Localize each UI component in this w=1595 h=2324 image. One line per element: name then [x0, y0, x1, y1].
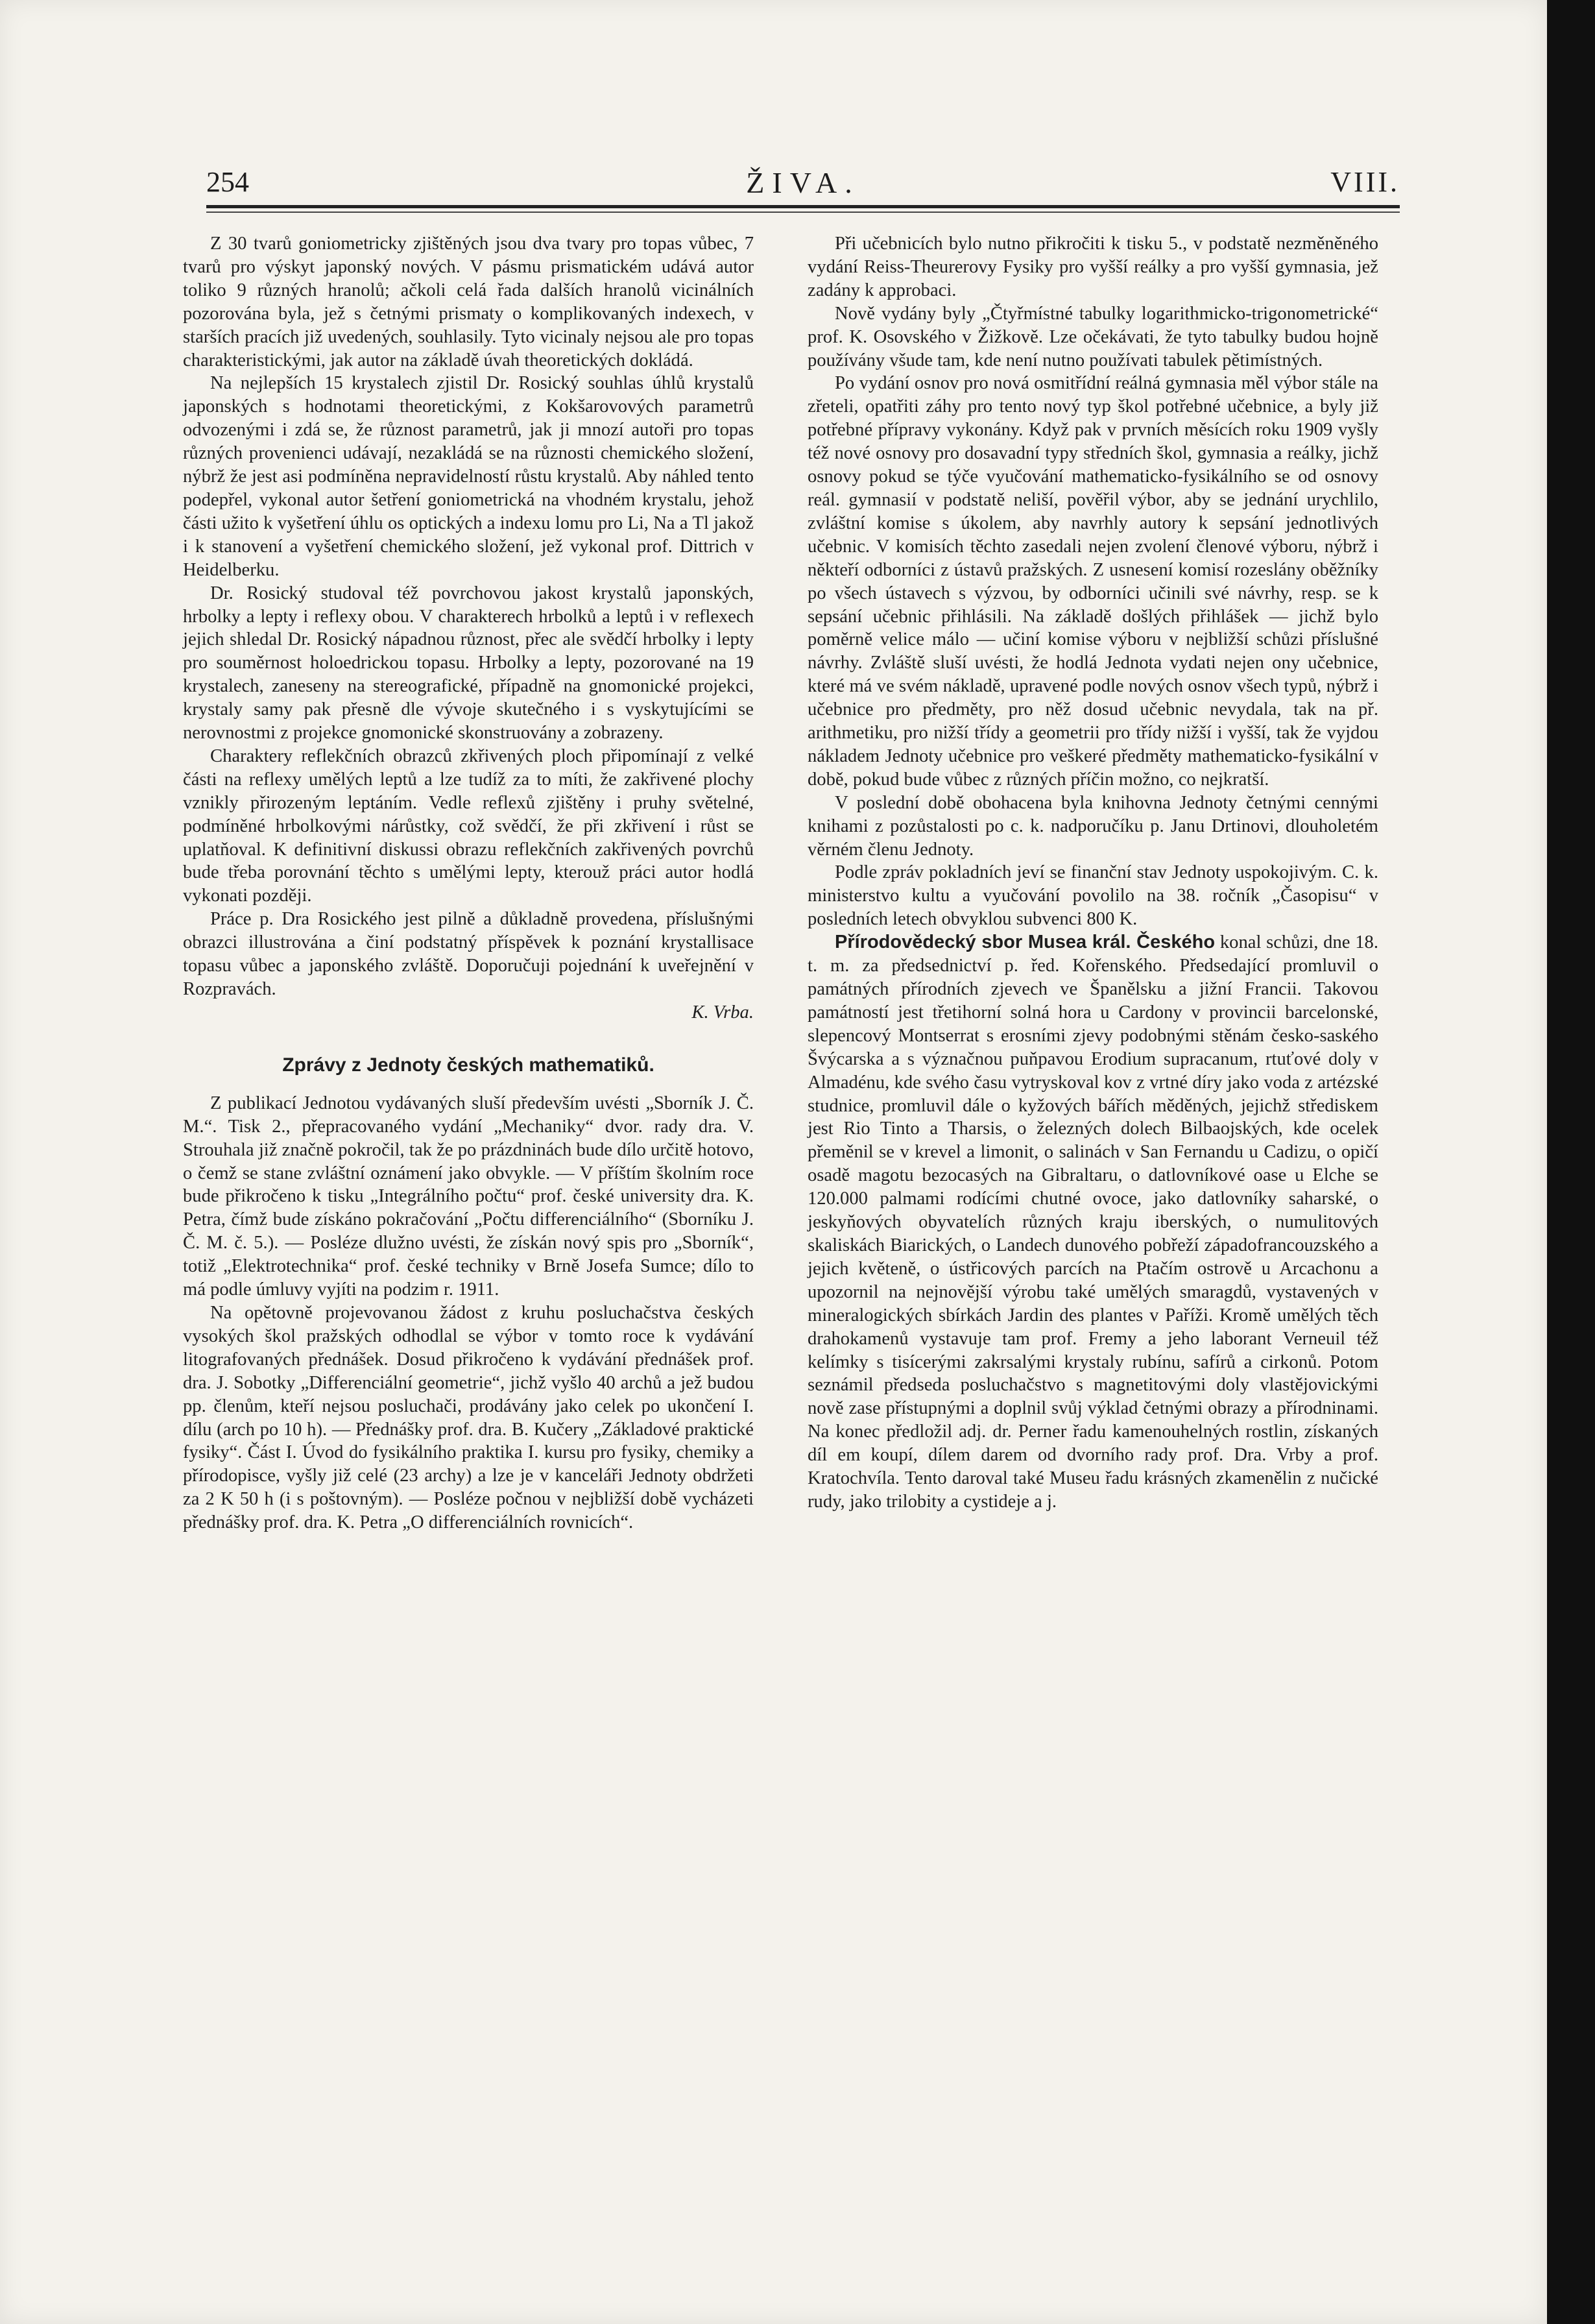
volume-number: VIII.	[1330, 166, 1400, 198]
header-rule-thin	[206, 212, 1400, 213]
scan-edge	[1547, 0, 1595, 2324]
paragraph: Nově vydány byly „Čtyřmístné tabulky logarithmicko-trigonometrické“ prof. K. Osovského v Žižkově. Lze očekávati, že tyto tabulky budou hojně používány všude tam, kde není nutno používati tabulek pětimístných.	[808, 303, 1378, 370]
paragraph: Z publikací Jednotou vydávaných sluší především uvésti „Sborník J. Č. M.“. Tisk 2., přepracovaného vydání „Mechaniky“ dvor. rady dra. V. Strouhala již značně pokročil, tak že po prázdninách bude dílo určitě hotovo, o čemž se stane zvláštní oznámení jako obvykle. — V příštím školním roce bude přikročeno k tisku „Integrálního počtu“ prof. české university dra. K. Petra, čímž bude získáno pokračování „Počtu differenciálního“ (Sborníku J. Č. M. č. 5.). — Posléze dlužno uvésti, že získán nový spis pro „Sborník“, totiž „Elektrotechnika“ prof. české techniky v Brně Josefa Sumce; dílo to má podle úmluvy vyjíti na podzim r. 1911.	[183, 1093, 754, 1300]
section-heading: Zprávy z Jednoty českých mathematiků.	[282, 1054, 654, 1076]
right-column	[808, 232, 1378, 1514]
paragraph	[808, 931, 1378, 1514]
paragraph: Podle zpráv pokladních jeví se finanční stav Jednoty uspokojivým. C. k. ministerstvo kultu a vyučování povolilo na 38. ročník „Časopisu“ v posledních letech obvyklou subvenci 800 K.	[808, 862, 1378, 930]
paragraph-text: konal schůzi, dne 18. t. m. za předsednictví p. řed. Kořenského. Předsedající promluvil o památných přírodních zjevech ve Španělsku a jižní Francii. Takovou památností jest třetihorní solná hora u Cardony v provincii barcelonské, slepencový Montserrat s erosními zjevy podobnými stěnám česko-saského Švýcarska a s význačnou puňpavou Erodium supracanum, rtuťové doly v Almadénu, kde svého času vytryskoval kov z vrtné díry jako voda z artézské studnice, promluvil dále o kyžových bářích měděných, jejichž střediskem jest Rio Tinto a Tharsis, o železných dolech Bilbaojských, kde ocelek přeměnil se v krevel a limonit, o salinách v San Fernandu u Cadizu, o opičí osadě magotu bezocasých na Gibraltaru, o datlovníkové oase u Elche se 120.000 palmami rodícími chutné ovoce, jako datlovníky saharské, o jeskyňových obyvatelích různých kraju iberských, o numulitových skaliskách Biarických, o Landech dunového pobřeží západofrancouzského a jejich květeně, o ústřicových parcích na Ptačím ostrově u Arcachonu a upozornil na nejnovější výrobu také umělých smaragdů, vystavených v mineralogických sbírkách Jardin des plantes v Paříži. Kromě umělých těch drahokamenů vystavuje tam prof. Fremy a jeho laborant Verneuil též kelímky s tisícerými zakrsalými krystaly rubínu, safírů a cirkonů. Potom seznámil předseda posluchačstvo s magnetitovými doly vlastějovickými nově zase přístupnými a doplnil svůj výklad četnými obrazy a přírodninami. Na konec předložil adj. dr. Perner řadu kamenouhelných rostlin, získaných díl em koupí, dílem darem od dvorního rady prof. Dra. Vrby a prof. Kratochvíla. Tento daroval také Museu řadu krásných zkamenělin z nučické rudy, jako trilobity a cystideje a j.	[808, 932, 1378, 1512]
paragraph: Charaktery reflekčních obrazců zkřivených ploch připomínají z velké části na reflexy umělých leptů a lze tudíž za to míti, že zakřivené plochy vznikly přirozeným leptáním. Vedle reflexů zjištěny i pruhy světelné, podmíněné hrbolkovými nárůstky, což svědčí, že při zkřivení i růst se uplatňoval. K definitivní diskussi obrazu reflekčních zakřivených povrchů bude třeba porovnání těchto s umělými lepty, kterouž práci autor hodlá vykonati později.	[183, 745, 754, 906]
paragraph: Při učebnicích bylo nutno přikročiti k tisku 5., v podstatě nezměněného vydání Reiss-Theurerovy Fysiky pro vyšší reálky a pro vyšší gymnasia, jež zadány k approbaci.	[808, 234, 1378, 300]
page-number: 254	[206, 166, 249, 198]
header-rule	[206, 205, 1400, 208]
paragraph: Na opětovně projevovanou žádost z kruhu posluchačstva českých vysokých škol pražských odhodlal se výbor v tomto roce k vydávání litografovaných přednášek. Dosud přikročeno k vydávání přednášek prof. dra. J. Sobotky „Differenciální geometrie“, jichž vyšlo 40 archů a jež budou pp. členům, kteří nejsou posluchači, prodávány jako celek po ukončení I. dílu (arch po 10 h). — Přednášky prof. dra. B. Kučery „Základové praktické fysiky“. Část I. Úvod do fysikálního praktika I. kursu pro fysiky, chemiky a přírodopisce, vyšly již celé (23 archy) a lze je v kanceláři Jednoty obdržeti za 2 K 50 h (i s poštovným). — Posléze počnou v nejbližší době vycházeti přednášky prof. dra. K. Petra „O differenciálních rovnicích“.	[183, 1302, 754, 1533]
running-header	[206, 165, 1400, 204]
paragraph: Práce p. Dra Rosického jest pilně a důkladně provedena, příslušnými obrazci illustrována a činí podstatný příspěvek k poznání krystallisace topasu vůbec a japonského zvláště. Doporučuji pojednání k uveřejnění v Rozpravách.	[183, 909, 754, 999]
paragraph: V poslední době obohacena byla knihovna Jednoty četnými cennými knihami z pozůstalosti po c. k. nadporučíku p. Janu Drtinovi, dlouholetém věrném členu Jednoty.	[808, 792, 1378, 860]
paragraph: Po vydání osnov pro nová osmitřídní reálná gymnasia měl výbor stále na zřeteli, opatřiti záhy pro tento nový typ škol potřebné učebnice, a byly již potřebné přípravy vykonány. Když pak v prvních měsících roku 1909 vyšly též nové osnovy pro dosavadní typy středních škol, gymnasia a reálky, jichž osnovy pokud se týče vyučování mathematicko-fysikálního se od osnovy reál. gymnasií v podstatě neliší, pověřil výbor, aby se jednání urychlilo, zvláštní komise s úkolem, aby navrhly autory k sepsání jednotlivých učebnic. V komisích těchto zasedali nejen zvolení členové výboru, nýbrž i někteří odborníci z ústavů pražských. Z usnesení komisí rozeslány oběžníky po všech ústavech s výzvou, by odborníci učinili své návrhy, resp. se k sepsání učebnic přihlásili. Na základě došlých přihlášek — jichž bylo poměrně velice málo — učiní komise výboru v nejbližší schůzi příslušné návrhy. Zvláště sluší uvésti, že hodlá Jednota vydati nejen ony učebnice, které má ve svém nákladě, upravené podle nových osnov všech typů, nýbrž i učebnice pro předměty, pro něž dosud učebnic nevydala, tak na př. arithmetiku, pro nižší třídy a geometrii pro třídy nižší i vyšší, tak že vyjdou nákladem Jednoty učebnice pro veškeré předměty mathematicko-fysikální v době, pokud bude vůbec z různých příčin možno, co nejkratší.	[808, 373, 1378, 790]
signature: K. Vrba.	[691, 1002, 754, 1023]
paragraph: Na nejlepších 15 krystalech zjistil Dr. Rosický souhlas úhlů krystalů japonských s hodnotami theoretickými, z Kokšarovových parametrů odvozenými i zdá se, že různost parametrů, jak ji mnozí autoři pro topas různých provenienci udávají, nezakládá se na různosti chemického složení, nýbrž že jest asi podmíněna nepravidelností růstu krystalů. Aby náhled tento podepřel, vykonal autor šetření goniometrická na vhodném krystalu, jehož části užito k vyšetření úhlu os optických a indexu lomu pro Li, Na a Tl jakož i k stanovení a vyšetření chemického složení, jež vykonal prof. Dittrich v Heidelberku.	[183, 373, 754, 580]
journal-title: ŽIVA.	[746, 166, 860, 199]
paragraph: Z 30 tvarů goniometricky zjištěných jsou dva tvary pro topas vůbec, 7 tvarů pro výskyt japonský nových. V pásmu prismatickém udává autor toliko 9 různých hranolů; ačkoli celá řada dalších hranolů vicinálních pozorována byla, jež s četnými prismaty o komplikovaných indexech, v starších pracích již uvedených, souhlasily. Tyto vicinaly nejsou ale pro topas charakteristickými, jak autor na základě úvah theoretických dokládá.	[183, 234, 754, 370]
paragraph: Dr. Rosický studoval též povrchovou jakost krystalů japonských, hrbolky a lepty i reflexy obou. V charakterech hrbolků a leptů i v reflexech jejich shledal Dr. Rosický nápadnou různost, přec ale svědčí hrbolky i lepty pro souměrnost holoedrickou topasu. Hrbolky a lepty, pozorované na 19 krystalech, zaneseny na stereografické, případně na gnomonické projekci, krystaly samy pak přesně dle vývoje skutečného i s vyskytujícími se nerovnostmi z projekce gnomonické skonstruovány a zobrazeny.	[183, 583, 754, 744]
section-lead: Přírodovědecký sbor Musea král. Českého	[835, 932, 1216, 953]
left-column	[183, 232, 754, 1534]
